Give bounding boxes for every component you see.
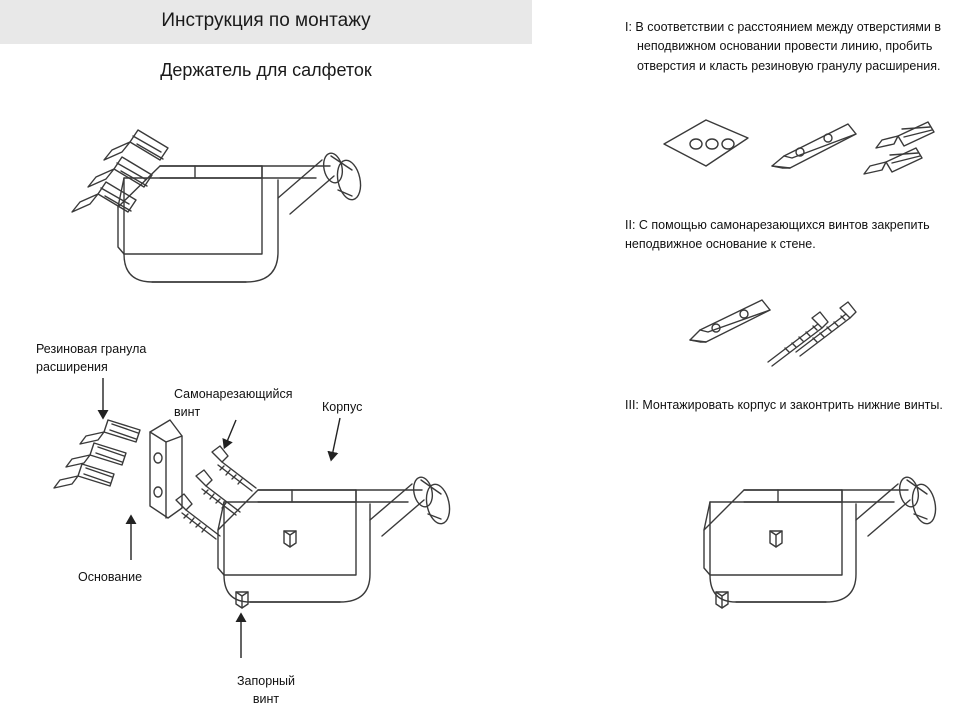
lock-screw-icon bbox=[716, 531, 782, 608]
label-self-tapping-screw-line2: винт bbox=[174, 405, 201, 420]
label-rubber-granule-line1: Резиновая гранула bbox=[36, 342, 147, 356]
self-tapping-screw-icon bbox=[768, 302, 856, 366]
mounting-rail-icon bbox=[690, 300, 770, 342]
label-self-tapping-screw bbox=[174, 385, 319, 421]
towel-holder-icon bbox=[704, 475, 939, 602]
label-lock-screw-line1: Запорный bbox=[236, 674, 296, 688]
label-base: Основание bbox=[78, 570, 143, 584]
step-1-line3: отверстия и класть резиновую гранулу расширения. bbox=[637, 58, 941, 73]
rubber-anchor-icon bbox=[864, 122, 934, 174]
step-1-line1: I: В соответствии с расстоянием между отверстиями в bbox=[625, 20, 941, 34]
page-title: Инструкция по монтажу bbox=[161, 10, 371, 31]
mounting-rail-icon bbox=[772, 124, 856, 168]
lock-screw-icon bbox=[236, 531, 296, 608]
label-body: Корпус bbox=[322, 400, 363, 414]
step-1-line2: неподвижном основании провести линию, пробить bbox=[637, 39, 933, 54]
label-lock-screw bbox=[206, 672, 326, 708]
towel-holder-icon bbox=[218, 475, 453, 602]
towel-holder-icon bbox=[118, 151, 364, 282]
step-2-line1: II: С помощью самонарезающихся винтов закрепить bbox=[625, 218, 930, 232]
wall-plate-icon bbox=[664, 120, 748, 166]
step-3-line1: III: Монтажировать корпус и законтрить нижние винты. bbox=[625, 398, 943, 412]
label-self-tapping-screw-line1: Самонарезающийся bbox=[174, 387, 293, 401]
step-2-text bbox=[625, 216, 970, 255]
page-subtitle: Держатель для салфеток bbox=[160, 60, 372, 80]
mounting-rail-icon bbox=[150, 420, 182, 518]
rubber-anchor-icon bbox=[54, 420, 140, 488]
step-1-text bbox=[625, 18, 970, 76]
self-tapping-screw-icon bbox=[176, 446, 256, 539]
step-2-line2: неподвижное основание к стене. bbox=[625, 237, 816, 252]
label-rubber-granule bbox=[36, 340, 186, 376]
label-lock-screw-line2: винт bbox=[252, 692, 280, 707]
step-3-text bbox=[625, 396, 970, 415]
label-rubber-granule-line2: расширения bbox=[36, 360, 108, 375]
